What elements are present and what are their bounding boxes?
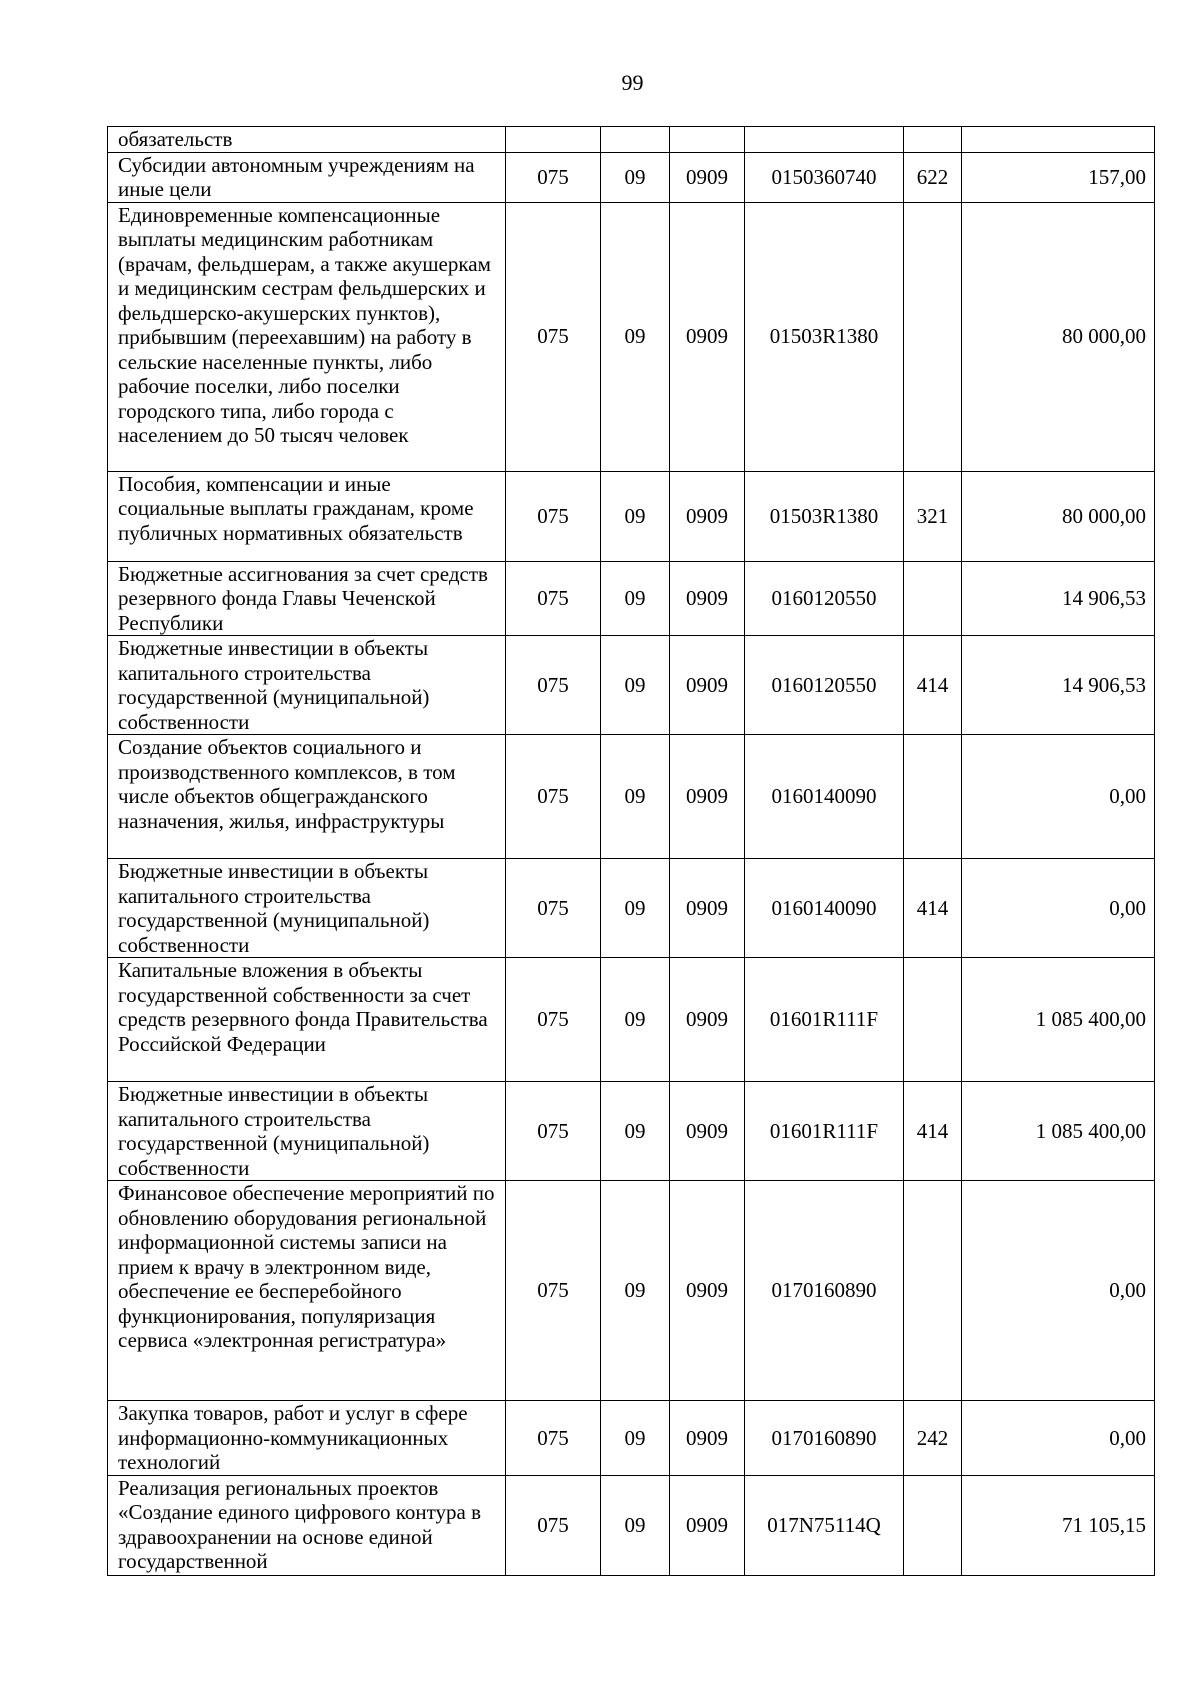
row-ministry-code: 075 xyxy=(506,859,601,958)
budget-table xyxy=(107,126,1155,1576)
row-subsection-code: 0909 xyxy=(670,859,745,958)
row-section-code: 09 xyxy=(601,958,670,1082)
row-subsection-code: 0909 xyxy=(670,202,745,471)
row-ministry-code: 075 xyxy=(506,471,601,561)
row-subsection-code: 0909 xyxy=(670,471,745,561)
row-target-code: 0160120550 xyxy=(745,636,904,735)
row-section-code: 09 xyxy=(601,471,670,561)
row-target-code: 0160120550 xyxy=(745,561,904,636)
row-expense-type-code xyxy=(904,1181,962,1401)
row-name: обязательств xyxy=(108,127,506,153)
row-target-code: 01601R111F xyxy=(745,1082,904,1181)
row-section-code: 09 xyxy=(601,1181,670,1401)
row-expense-type-code xyxy=(904,1475,962,1575)
row-ministry-code: 075 xyxy=(506,561,601,636)
row-name: Бюджетные ассигнования за счет средств резервного фонда Главы Чеченской Республики xyxy=(108,561,506,636)
row-name: Единовременные компенсационные выплаты медицинским работникам (врачам, фельдшерам, а также акушеркам и медицинским сестрам фельдшерских и фельдшерско-акушерских пунктов), прибывшим (переехавшим) на работу в сельские населенные пункты, либо рабочие поселки, либо поселки городского типа, либо города с населением до 50 тысяч человек xyxy=(108,202,506,471)
row-subsection-code: 0909 xyxy=(670,735,745,859)
row-subsection-code: 0909 xyxy=(670,636,745,735)
row-target-code: 01503R1380 xyxy=(745,202,904,471)
row-name: Реализация региональных проектов «Создание единого цифрового контура в здравоохранении на основе единой государственной xyxy=(108,1475,506,1575)
row-ministry-code xyxy=(506,127,601,153)
row-section-code: 09 xyxy=(601,735,670,859)
table-row xyxy=(108,958,1155,1082)
row-target-code: 0160140090 xyxy=(745,859,904,958)
row-section-code: 09 xyxy=(601,859,670,958)
row-expense-type-code xyxy=(904,561,962,636)
row-amount: 1 085 400,00 xyxy=(962,1082,1155,1181)
row-amount: 0,00 xyxy=(962,735,1155,859)
row-name: Создание объектов социального и производственного комплексов, в том числе объектов общегражданского назначения, жилья, инфраструктуры xyxy=(108,735,506,859)
table-row xyxy=(108,471,1155,561)
row-name: Закупка товаров, работ и услуг в сфере информационно-коммуникационных технологий xyxy=(108,1401,506,1476)
row-expense-type-code: 414 xyxy=(904,1082,962,1181)
row-subsection-code: 0909 xyxy=(670,1401,745,1476)
row-section-code: 09 xyxy=(601,561,670,636)
budget-table-body xyxy=(108,127,1155,1576)
table-row xyxy=(108,859,1155,958)
row-target-code: 01503R1380 xyxy=(745,471,904,561)
row-name: Субсидии автономным учреждениям на иные цели xyxy=(108,152,506,202)
row-subsection-code: 0909 xyxy=(670,1082,745,1181)
page-number: 99 xyxy=(621,70,644,95)
row-target-code xyxy=(745,127,904,153)
row-target-code: 0170160890 xyxy=(745,1401,904,1476)
row-name: Бюджетные инвестиции в объекты капитального строительства государственной (муниципальной) собственности xyxy=(108,636,506,735)
row-amount: 1 085 400,00 xyxy=(962,958,1155,1082)
row-ministry-code: 075 xyxy=(506,958,601,1082)
row-name: Бюджетные инвестиции в объекты капитального строительства государственной (муниципальной) собственности xyxy=(108,859,506,958)
row-subsection-code: 0909 xyxy=(670,958,745,1082)
row-amount: 157,00 xyxy=(962,152,1155,202)
table-row xyxy=(108,202,1155,471)
row-expense-type-code: 321 xyxy=(904,471,962,561)
table-row xyxy=(108,1082,1155,1181)
row-name: Финансовое обеспечение мероприятий по обновлению оборудования региональной информационной системы записи на прием к врачу в электронном виде, обеспечение ее бесперебойного функционирования, популяризация сервиса «электронная регистратура» xyxy=(108,1181,506,1401)
row-section-code: 09 xyxy=(601,152,670,202)
row-name: Бюджетные инвестиции в объекты капитального строительства государственной (муниципальной) собственности xyxy=(108,1082,506,1181)
row-section-code: 09 xyxy=(601,202,670,471)
table-row xyxy=(108,1181,1155,1401)
row-ministry-code: 075 xyxy=(506,1181,601,1401)
row-name: Пособия, компенсации и иные социальные выплаты гражданам, кроме публичных нормативных обязательств xyxy=(108,471,506,561)
row-expense-type-code xyxy=(904,127,962,153)
row-section-code: 09 xyxy=(601,1475,670,1575)
row-expense-type-code: 414 xyxy=(904,636,962,735)
row-subsection-code: 0909 xyxy=(670,1181,745,1401)
table-row xyxy=(108,1475,1155,1575)
row-section-code: 09 xyxy=(601,636,670,735)
row-ministry-code: 075 xyxy=(506,152,601,202)
table-row xyxy=(108,152,1155,202)
row-target-code: 0170160890 xyxy=(745,1181,904,1401)
row-ministry-code: 075 xyxy=(506,735,601,859)
row-expense-type-code: 414 xyxy=(904,859,962,958)
row-amount xyxy=(962,127,1155,153)
row-subsection-code: 0909 xyxy=(670,152,745,202)
row-amount: 0,00 xyxy=(962,859,1155,958)
table-row xyxy=(108,561,1155,636)
row-amount: 80 000,00 xyxy=(962,471,1155,561)
table-row xyxy=(108,127,1155,153)
row-ministry-code: 075 xyxy=(506,1401,601,1476)
table-row xyxy=(108,636,1155,735)
row-subsection-code: 0909 xyxy=(670,1475,745,1575)
row-amount: 80 000,00 xyxy=(962,202,1155,471)
row-ministry-code: 075 xyxy=(506,1082,601,1181)
row-amount: 14 906,53 xyxy=(962,636,1155,735)
row-section-code: 09 xyxy=(601,1401,670,1476)
table-row xyxy=(108,735,1155,859)
row-amount: 0,00 xyxy=(962,1181,1155,1401)
row-subsection-code xyxy=(670,127,745,153)
row-expense-type-code xyxy=(904,735,962,859)
row-name: Капитальные вложения в объекты государственной собственности за счет средств резервного фонда Правительства Российской Федерации xyxy=(108,958,506,1082)
row-ministry-code: 075 xyxy=(506,1475,601,1575)
row-expense-type-code xyxy=(904,958,962,1082)
row-target-code: 01601R111F xyxy=(745,958,904,1082)
row-amount: 0,00 xyxy=(962,1401,1155,1476)
row-ministry-code: 075 xyxy=(506,202,601,471)
row-expense-type-code: 622 xyxy=(904,152,962,202)
row-target-code: 0150360740 xyxy=(745,152,904,202)
row-amount: 71 105,15 xyxy=(962,1475,1155,1575)
table-row xyxy=(108,1401,1155,1476)
row-amount: 14 906,53 xyxy=(962,561,1155,636)
row-ministry-code: 075 xyxy=(506,636,601,735)
row-expense-type-code xyxy=(904,202,962,471)
row-section-code: 09 xyxy=(601,1082,670,1181)
row-target-code: 0160140090 xyxy=(745,735,904,859)
row-target-code: 017N75114Q xyxy=(745,1475,904,1575)
row-expense-type-code: 242 xyxy=(904,1401,962,1476)
row-subsection-code: 0909 xyxy=(670,561,745,636)
row-section-code xyxy=(601,127,670,153)
